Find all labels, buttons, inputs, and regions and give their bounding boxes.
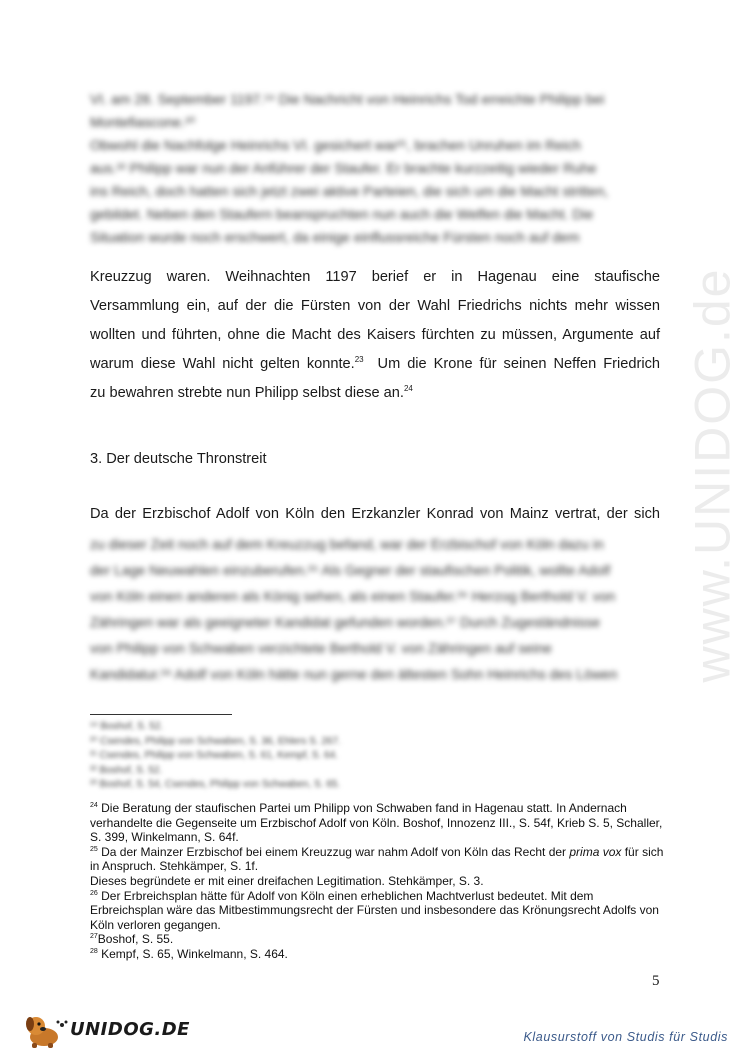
footnote-number: 25	[90, 845, 98, 853]
blurred-line: Montefiascone.²⁰	[90, 114, 196, 130]
blurred-line: ins Reich, doch hatten sich jetzt zwei aktive Parteien, die sich um die Macht stritten,	[90, 183, 609, 199]
footnote-text: Boshof, S. 55.	[97, 932, 174, 947]
unidog-logo	[22, 1013, 190, 1049]
blurred-footnote: ²⁰ Csendes, Philipp von Schwaben, S. 36, Ehlers S. 267.	[90, 735, 341, 747]
blurred-line: Kandidatur.²⁸ Adolf von Köln hätte nun gerne den ältesten Sohn Heinrichs des Löwen	[90, 666, 618, 682]
blurred-line: von Philipp von Schwaben verzichtete Berthold V. von Zähringen auf seine	[90, 640, 552, 656]
text-line: Kreuzzug waren. Weihnachten 1197 berief er in Hagenau eine staufische	[90, 269, 660, 285]
blurred-line: Situation wurde noch erschwert, da einige einflussreiche Fürsten noch auf dem	[90, 229, 580, 245]
footnote-25	[90, 845, 670, 874]
blurred-line: gebildet. Neben den Staufern beanspruchten nun auch die Welfen die Macht. Die	[90, 206, 594, 222]
blurred-footnote: ²³ Boshof, S. 54, Csendes, Philipp von Schwaben, S. 65.	[90, 779, 341, 790]
text-line: wollten und führten, ohne die Macht des Kaisers fürchten zu müssen, Argumente auf	[90, 327, 660, 343]
text-span: warum diese Wahl nicht gelten konnte.	[90, 356, 355, 372]
text-span: Um die Krone für seinen Neffen Friedrich	[363, 356, 660, 372]
footnote-25-continued: Dieses begründete er mit einer dreifachen Legitimation. Stehkämper, S. 3.	[90, 873, 484, 888]
blurred-line: Zähringen war als geeigneter Kandidat gefunden worden.²⁷ Durch Zugeständnisse	[90, 614, 601, 630]
footnotes	[90, 801, 670, 962]
text-line: Versammlung ein, auf der die Fürsten von der Wahl Friedrichs nichts mehr wissen	[90, 298, 660, 314]
footnote-26	[90, 889, 670, 933]
footnote-separator	[90, 714, 232, 715]
blurred-footnote: ²² Boshof, S. 52.	[90, 764, 163, 776]
blurred-paragraph-bottom	[90, 531, 660, 687]
footnote-text: für sich in Anspruch. Stehkämper, S. 1f.	[90, 844, 664, 874]
footnote-text: Die Beratung der staufischen Partei um Philipp von Schwaben fand in Hagenau statt. In Andernach verhandelte die Gegenseite um Erzbischof Adolf von Köln. Boshof, Innozenz III., S. 54f, Krieb S. 5, Schaller, S. 399, Winkelmann, S. 64f.	[90, 801, 663, 845]
blurred-line: von Köln einen anderen als König sehen, als einen Staufer.²⁶ Herzog Berthold V. von	[90, 588, 616, 604]
text-line	[90, 379, 660, 408]
footnote-number: 27	[90, 933, 98, 941]
page-number: 5	[652, 973, 660, 989]
text-line: Da der Erzbischof Adolf von Köln den Erzkanzler Konrad von Mainz vertrat, der sich	[90, 506, 660, 522]
paragraph-hagenau	[90, 263, 660, 408]
blurred-line: aus.²² Philipp war nun der Anführer der Staufer. Er brachte kurzzeitig wieder Ruhe	[90, 160, 597, 176]
blurred-line: VI. am 28. September 1197.¹⁹ Die Nachricht von Heinrichs Tod erreichte Philipp bei	[90, 91, 605, 107]
footnote-27	[90, 932, 670, 947]
blurred-footnotes	[90, 720, 490, 793]
blurred-line: Obwohl die Nachfolge Heinrichs VI. gesichert war²¹, brachen Unruhen im Reich	[90, 137, 581, 153]
blurred-paragraph-top	[90, 88, 660, 249]
watermark	[682, 215, 742, 735]
footnote-number: 26	[90, 889, 98, 897]
text-line	[90, 350, 660, 379]
footnote-text: Kempf, S. 65, Winkelmann, S. 464.	[97, 946, 288, 961]
watermark-text: www.UNIDOG.de	[684, 267, 740, 683]
section-heading: 3. Der deutsche Thronstreit	[90, 451, 267, 467]
blurred-footnote: ¹⁹ Boshof, S. 52.	[90, 721, 164, 732]
text-span: zu bewahren strebte nun Philipp selbst diese an.	[90, 385, 404, 401]
footnote-number: 28	[90, 947, 98, 955]
footnote-number: 24	[90, 802, 98, 809]
logo-text: UNIDOG.DE	[70, 1019, 190, 1040]
blurred-line: der Lage Neuwahlen einzuberufen.²⁵ Als Gegner der staufischen Politik, wollte Adolf	[90, 562, 611, 578]
paragraph-thronstreit-first-line	[90, 500, 660, 529]
footnote-text: Da der Mainzer Erzbischof bei einem Kreuzzug war nahm Adolf von Köln das Recht der	[97, 844, 570, 859]
tagline: Klausurstoff von Studis für Studis	[523, 1030, 728, 1044]
footnote-ref: 24	[403, 384, 413, 394]
blurred-footnote: ²¹ Csendes, Philipp von Schwaben, S. 61, Kempf, S. 64.	[90, 750, 338, 761]
footnote-italic: prima vox	[569, 844, 622, 859]
footnote-28	[90, 947, 670, 962]
footnote-24	[90, 801, 670, 845]
blurred-line: zu dieser Zeit noch auf dem Kreuzzug befand, war der Erzbischof von Köln dazu in	[90, 536, 604, 552]
footnote-ref: 23	[354, 355, 364, 365]
footnote-text: Der Erbreichsplan hätte für Adolf von Köln einen erheblichen Machtverlust bedeutet. Mit dem Erbreichsplan wäre das Mitbestimmungsrecht der Fürsten und insbesondere das Krönungsrecht Adolfs von Köln verloren gegangen.	[90, 888, 659, 932]
dog-icon	[22, 1013, 68, 1049]
